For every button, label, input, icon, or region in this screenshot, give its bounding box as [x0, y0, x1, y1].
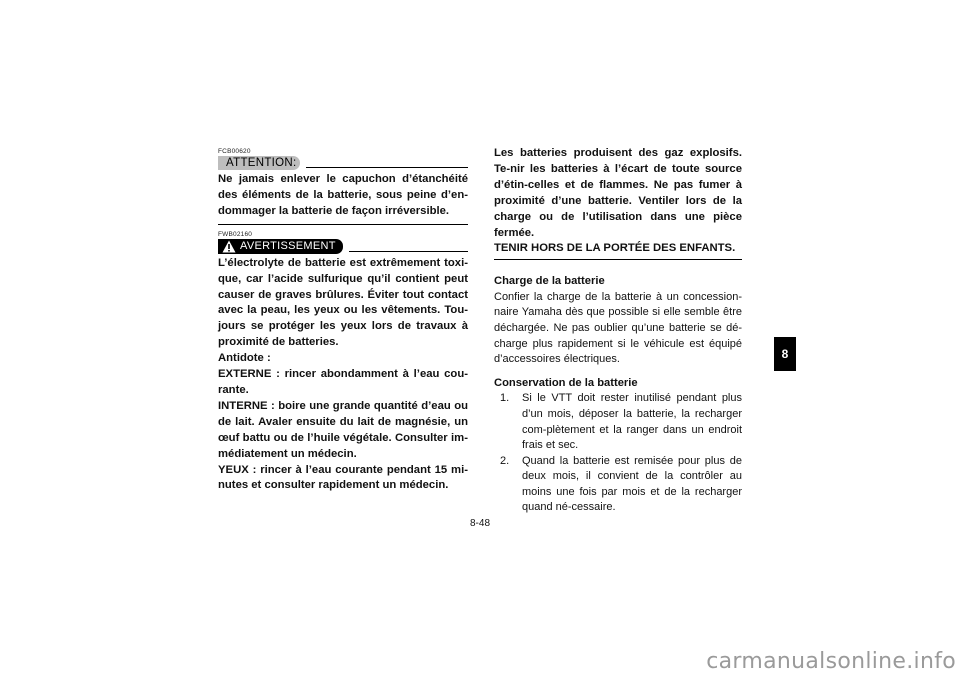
- warning-code: FWB02160: [218, 230, 253, 238]
- charge-heading: Charge de la batterie: [494, 275, 605, 288]
- warning-text-1: L’électrolyte de batterie est extrêmement toxi-que, car l’acide sulfurique qu’il contient peut causer de graves brûlures. Éviter tout contact avec la peau, les yeux ou les vêtements. Tou-jours se protéger les yeux lors de travaux à proximité de batteries.: [218, 256, 468, 349]
- list-item: [494, 454, 742, 516]
- caution-end-rule: [218, 224, 468, 225]
- right-column: [494, 146, 742, 516]
- warning-header: [218, 239, 468, 254]
- caution-rule: [306, 167, 468, 168]
- warning-end-rule: [494, 259, 742, 260]
- storage-steps: [494, 391, 742, 516]
- chapter-tab: 8: [774, 337, 796, 371]
- step-number: 1.: [500, 392, 510, 405]
- charge-text: Confier la charge de la batterie à un concession-naire Yamaha dès que possible si elle semble être déchargée. Ne pas oublier qu’une batterie se dé-charge plus rapidement si le véhicule est équipé d’accessoires électriques.: [494, 290, 742, 366]
- caution-code: FCB00620: [218, 148, 251, 155]
- warning-internal: INTERNE : boire une grande quantité d’eau ou de lait. Avaler ensuite du lait de magnésie, un œuf battu ou de l’huile végétale. Consulter im-médiatement un médecin.: [218, 399, 468, 460]
- step-text: Quand la batterie est remisée pour plus de deux mois, il convient de la contrôler au moins une fois par mois et de la recharger quand né-cessaire.: [522, 454, 742, 514]
- warning-rule: [349, 251, 468, 252]
- warning-caps: TENIR HORS DE LA PORTÉE DES ENFANTS.: [494, 242, 736, 255]
- warning-triangle-icon: [222, 240, 236, 253]
- left-column: [218, 148, 468, 494]
- caution-label: ATTENTION:: [218, 156, 300, 170]
- watermark: carmanualsonline.info: [706, 649, 956, 674]
- warning-antidote: Antidote :: [218, 352, 271, 365]
- caution-header: [218, 156, 468, 170]
- step-text: Si le VTT doit rester inutilisé pendant plus d’un mois, déposer la batterie, la recharger com-plètement et la ranger dans un endroit frais et sec.: [522, 392, 742, 452]
- step-number: 2.: [500, 454, 510, 467]
- warning-continued-text: Les batteries produisent des gaz explosifs. Te-nir les batteries à l’écart de toute source d’étin-celles et de flammes. Ne pas fumer à proximité d’une batterie. Ventiler lors de la charge ou de l’utilisation dans une pièce fermée.: [494, 147, 742, 239]
- page-number: 8-48: [470, 518, 491, 529]
- storage-heading: Conservation de la batterie: [494, 376, 638, 389]
- warning-eyes: YEUX : rincer à l’eau courante pendant 15 mi-nutes et consulter rapidement un médecin.: [218, 463, 468, 492]
- warning-label-box: [218, 239, 343, 254]
- warning-external: EXTERNE : rincer abondamment à l’eau cou-rante.: [218, 368, 468, 396]
- list-item: [494, 391, 742, 453]
- warning-label: AVERTISSEMENT: [240, 240, 336, 253]
- caution-text: Ne jamais enlever le capuchon d’étanchéité des éléments de la batterie, sous peine d’en-dommager la batterie de façon irréversible.: [218, 173, 468, 217]
